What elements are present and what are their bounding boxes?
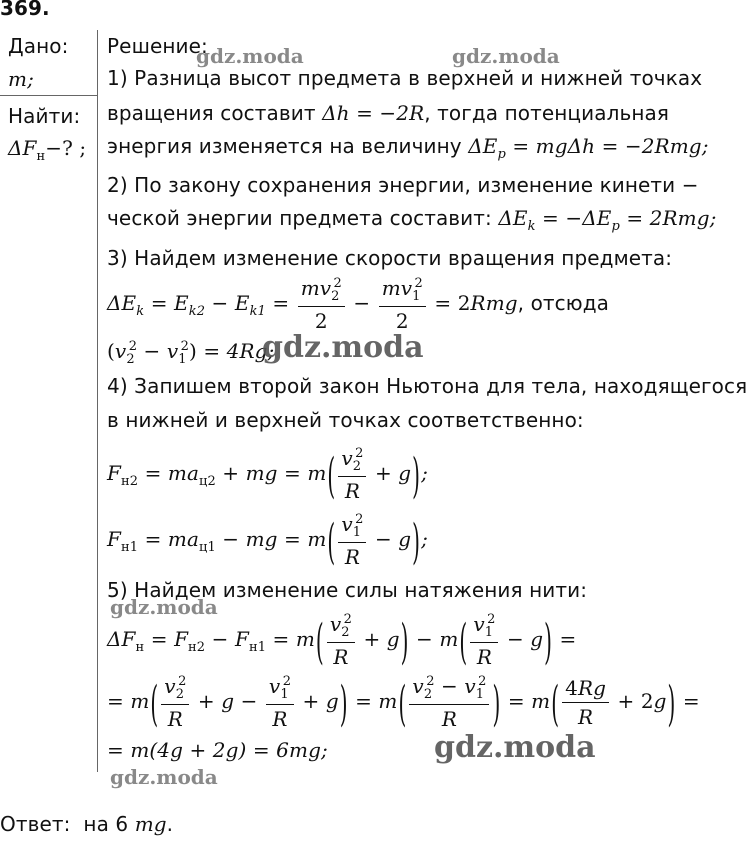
watermark-logo: gdz.moda	[262, 330, 424, 365]
given-label: Дано:	[8, 34, 69, 58]
solution-header: Решение:	[107, 34, 208, 58]
watermark-logo: gdz.moda	[196, 44, 304, 68]
newton-bottom-equation: $F_{н2} = ma_{ц2}$ + mg = m( $\frac{v_2^2}{R}$ + g);	[107, 445, 428, 504]
step5-line1: 5) Найдем изменение силы натяжения нити:	[107, 578, 588, 602]
final-equation: = m(4g + 2g) = 6mg;	[107, 738, 328, 762]
find-label: Найти:	[8, 104, 81, 128]
watermark-logo: gdz.moda	[110, 595, 218, 619]
problem-number: 369.	[0, 0, 50, 20]
step3-equation-1: $\Delta E_k = E_{k2} - E_{k1}$ = $\frac{mv_2^2}{2}$ − $\frac{mv_1^2}{2}$ = 2Rmg, отсюда	[107, 276, 609, 333]
given-value: m;	[8, 67, 34, 91]
answer-line: Ответ: на 6 mg.	[0, 812, 174, 836]
step4-line2: в нижней и верхней точках соответственно:	[107, 408, 584, 432]
column-divider	[97, 30, 98, 772]
watermark-logo: gdz.moda	[452, 44, 560, 68]
tension-difference-equation: $\Delta F_н = F_{н2} - F_{н1} = m$( $\frac{v_2^2}{R}$ + g) − m( $\frac{v_1^2}{R}$ − g) =	[107, 611, 577, 670]
find-value: $\Delta F_н-$? ;	[8, 136, 87, 164]
step2-line1: 2) По закону сохранения энергии, изменение кинети −	[107, 173, 699, 197]
step2-line2: ческой энергии предмета составит: $\Delta E_k = -\Delta E_p = 2Rmg$;	[107, 206, 717, 234]
watermark-logo: gdz.moda	[110, 765, 218, 789]
given-find-divider	[0, 95, 97, 96]
newton-top-equation: $F_{н1} = ma_{ц1}$ − mg = m( $\frac{v_1^2}{R}$ − g);	[107, 511, 428, 570]
simplification-equation: = m( $\frac{v_2^2}{R}$ + g − $\frac{v_1^2}{R}$ + g) = m( $\frac{v_2^2 - v_1^2}{R}$ ) = m( $\frac{4Rg}{R}$ + 2g) =	[107, 673, 700, 732]
step1-line3: энергия изменяется на величину $\Delta E_p = mg\Delta h = -2Rmg$;	[107, 134, 709, 162]
step3-equation-2: $(v_2^2 - v_1^2) = 4Rg$;	[107, 339, 275, 367]
step3-line1: 3) Найдем изменение скорости вращения предмета:	[107, 246, 673, 270]
watermark-logo: gdz.moda	[434, 730, 596, 765]
step1-line1: 1) Разница высот предмета в верхней и нижней точках	[107, 66, 703, 90]
step4-line1: 4) Запишем второй закон Ньютона для тела, находящегося	[107, 374, 747, 398]
step1-line2: вращения составит Δh = −2R, тогда потенциальная	[107, 101, 670, 125]
